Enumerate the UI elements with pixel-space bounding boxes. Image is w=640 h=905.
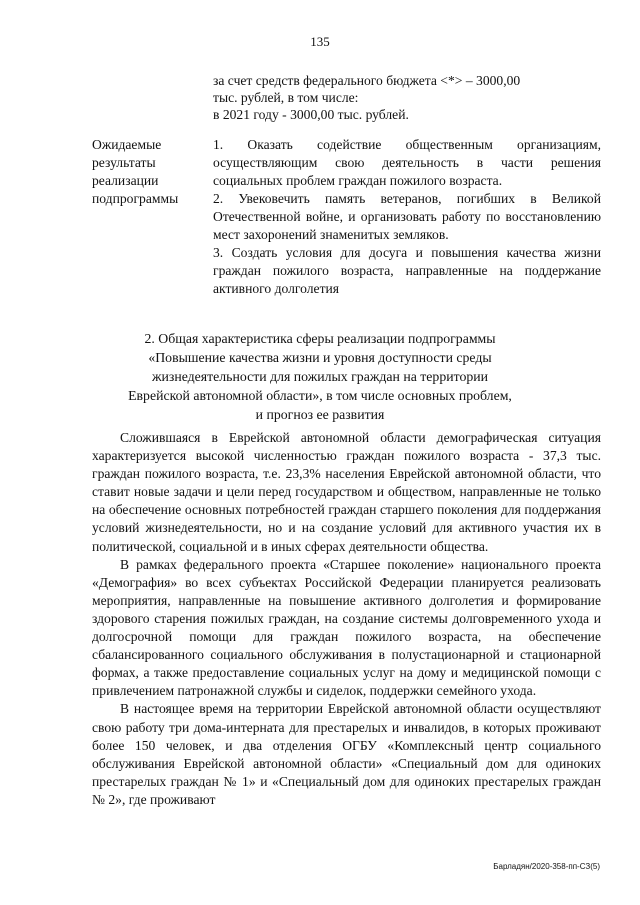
document-code: Барладян/2020-358-пп-СЗ(5) — [493, 862, 600, 871]
funding-block — [213, 72, 601, 123]
paragraph: В рамках федерального проекта «Старшее поколение» национального проекта «Демография» во всех субъектах Российской Федерации планируется реализовать мероприятия, направленные на повышение активного долголетия и формирование здорового старения пожилых граждан, на создание системы долговременного ухода и долгосрочной помощи для граждан пожилого возраста, на обеспечение сбалансированного социального обслуживания в полустационарной и стационарной формах, а также предоставление социальных услуг на дому и медицинской помощи с привлечением патронажной службы и сиделок, поддержки семейного ухода. — [92, 556, 601, 699]
section-title-line: «Повышение качества жизни и уровня доступности среды — [148, 350, 492, 365]
label-line: Ожидаемые — [92, 137, 162, 152]
paragraph: В настоящее время на территории Еврейской автономной области осуществляют свою работу три дома-интерната для престарелых и инвалидов, в которых проживают более 150 человек, и два отделения ОГБУ «Комплексный центр социального обслуживания Еврейской автономной области» «Специальный дом для одиноких престарелых граждан № 1» и «Специальный дом для одиноких престарелых граждан № 2», где проживают — [92, 701, 601, 807]
section-title-line: Еврейской автономной области», в том числе основных проблем, — [128, 388, 512, 403]
label-line: подпрограммы — [92, 191, 179, 206]
expected-results-label — [92, 136, 207, 208]
result-item: 1. Оказать содействие общественным организациям, осуществляющим свою деятельность в части решения социальных проблем граждан пожилого возраста. — [213, 137, 601, 188]
funding-line: в 2021 году - 3000,00 тыс. рублей. — [213, 107, 409, 122]
section-title — [100, 329, 540, 424]
section-title-line: 2. Общая характеристика сферы реализации подпрограммы — [144, 331, 496, 346]
section-title-line: и прогноз ее развития — [255, 407, 385, 422]
label-line: результаты — [92, 155, 156, 170]
section-title-line: жизнедеятельности для пожилых граждан на территории — [151, 369, 489, 384]
label-line: реализации — [92, 173, 159, 188]
paragraph: Сложившаяся в Еврейской автономной области демографическая ситуация характеризуется высокой численностью граждан пожилого возраста - 37,3 тыс. граждан пожилого возраста, т.е. 23,3% населения Еврейской автономной области, что ставит новые задачи и цели перед государством и обществом, направленные не только на обеспечение основных потребностей граждан старшего поколения для поддержания условий жизнедеятельности, но и на создание условий для активного участия их в политической, социальной и в иных сферах деятельности общества. — [92, 430, 601, 554]
funding-line: тыс. рублей, в том числе: — [213, 90, 359, 105]
page-number: 135 — [310, 34, 330, 49]
funding-line: за счет средств федерального бюджета <*> – 3000,00 — [213, 73, 521, 88]
result-item: 3. Создать условия для досуга и повышения качества жизни граждан пожилого возраста, направленные на поддержание активного долголетия — [213, 245, 601, 296]
body-text — [92, 429, 601, 809]
expected-results-list — [213, 136, 601, 298]
result-item: 2. Увековечить память ветеранов, погибших в Великой Отечественной войне, и организовать работу по восстановлению мест захоронений знаменитых земляков. — [213, 191, 601, 242]
